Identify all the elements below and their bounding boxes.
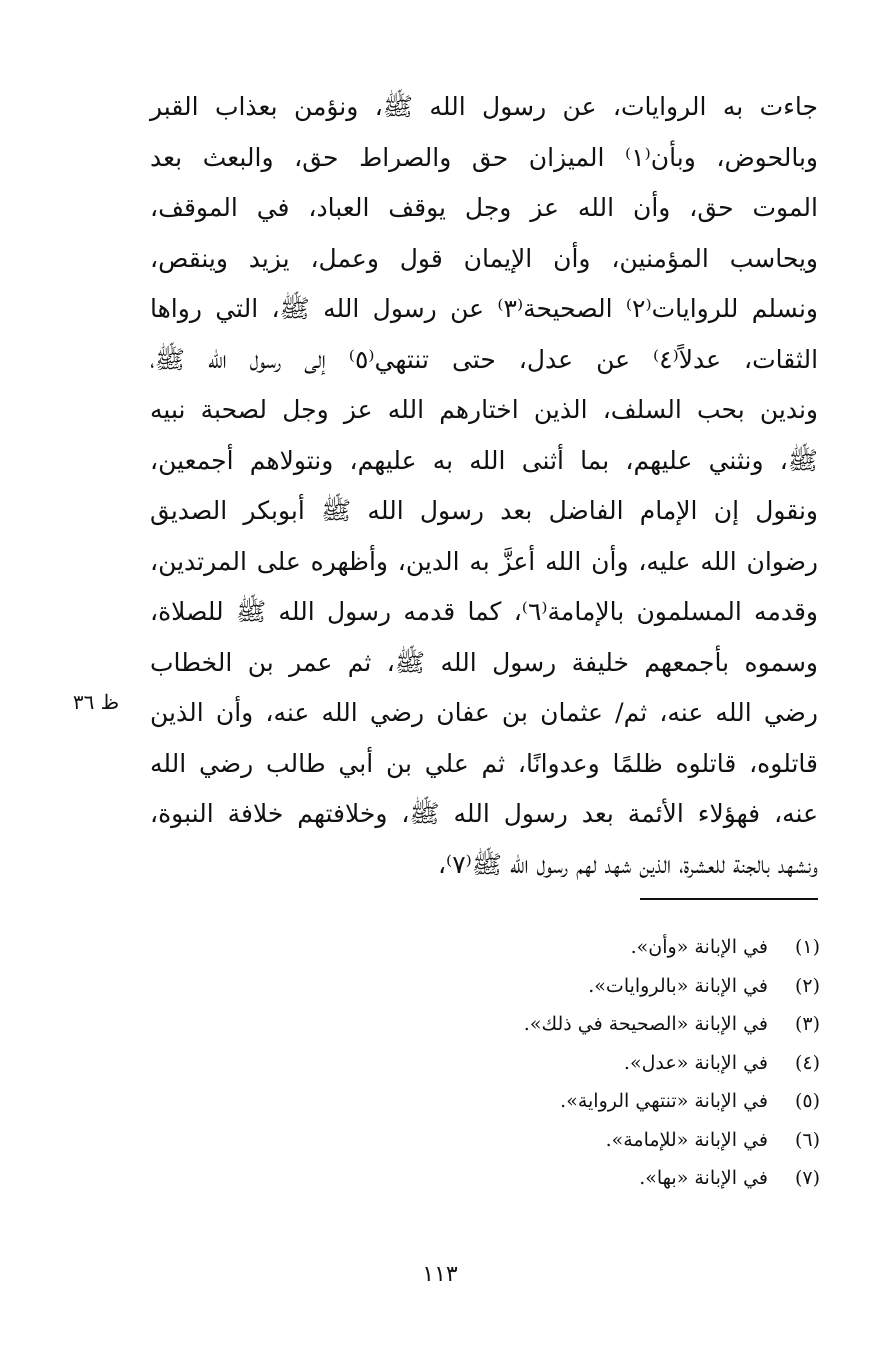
text-line: ونقول إن الإمام الفاضل بعد رسول الله ﷺ أبوبكر الصديق xyxy=(150,496,818,525)
text-line: الموت حق، وأن الله عز وجل يوقف العباد، في الموقف، xyxy=(150,193,818,222)
manuscript-folio-note: ظ ٣٦ xyxy=(72,690,120,714)
text-line: قاتلوه، قاتلوه ظلمًا وعدوانًا، ثم علي بن أبي طالب رضي الله xyxy=(150,748,818,778)
footnote-text: في الإبانة «تنتهي الرواية». xyxy=(560,1090,768,1112)
footnote-item xyxy=(400,1005,820,1044)
footnote-number: (٥) xyxy=(794,1090,820,1112)
footnote-text: في الإبانة «وأن». xyxy=(630,936,768,958)
footnote-text: في الإبانة «بها». xyxy=(639,1167,768,1189)
text-line: رضوان الله عليه، وأن الله أعزَّ به الدين، وأظهره على المرتدين، xyxy=(150,546,818,576)
text-line: ونشهد بالجنة للعشرة، الذين شهد لهم رسول الله ﷺ⁽٧⁾، xyxy=(437,849,818,879)
footnote-item xyxy=(400,1121,820,1160)
footnote-text: في الإبانة «الصحيحة في ذلك». xyxy=(523,1013,768,1035)
text-line: ويحاسب المؤمنين، وأن الإيمان قول وعمل، يزيد وينقص، xyxy=(150,243,818,273)
footnote-text: في الإبانة «للإمامة». xyxy=(605,1128,768,1151)
footnote-text: في الإبانة «عدل». xyxy=(623,1051,768,1074)
text-line: الثقات، عدلاً⁽٤⁾ عن عدل، حتى تنتهي⁽٥⁾ إلى رسول الله ﷺ، xyxy=(150,344,819,374)
footnote-number: (٤) xyxy=(794,1051,820,1074)
footnote-number: (٣) xyxy=(794,1013,820,1035)
footnote-item xyxy=(400,1082,820,1121)
page-number: ١١٣ xyxy=(422,1262,458,1287)
text-line: ﷺ، ونثني عليهم، بما أثنى الله به عليهم، ونتولاهم أجمعين، xyxy=(150,445,818,475)
footnote-number: (٢) xyxy=(794,974,820,997)
footnotes xyxy=(400,928,820,1198)
footnote-item xyxy=(400,967,820,1006)
footnote-number: (٧) xyxy=(794,1167,820,1189)
text-line: وبالحوض، وبأن⁽١⁾ الميزان حق والصراط حق، والبعث بعد xyxy=(150,142,818,172)
footnote-separator xyxy=(640,898,818,900)
footnote-item xyxy=(400,1044,820,1083)
text-line: رضي الله عنه، ثم/ عثمان بن عفان رضي الله عنه، وأن الذين xyxy=(150,698,818,727)
footnote-number: (٦) xyxy=(794,1128,820,1151)
text-line: ونسلم للروايات⁽٢⁾ الصحيحة⁽٣⁾ عن رسول الله ﷺ، التي رواها xyxy=(150,294,819,323)
text-line: وقدمه المسلمون بالإمامة⁽٦⁾، كما قدمه رسول الله ﷺ للصلاة، xyxy=(150,597,818,626)
text-line: جاءت به الروايات، عن رسول الله ﷺ، ونؤمن بعذاب القبر xyxy=(150,92,818,121)
text-line: عنه، فهؤلاء الأئمة بعد رسول الله ﷺ، وخلافتهم خلافة النبوة، xyxy=(150,799,818,828)
text-line: وندين بحب السلف، الذين اختارهم الله عز وجل لصحبة نبيه xyxy=(150,395,818,424)
footnote-number: (١) xyxy=(794,936,820,958)
main-text xyxy=(150,82,818,890)
footnote-item xyxy=(400,928,820,967)
footnote-text: في الإبانة «بالروايات». xyxy=(588,974,768,997)
text-line: وسموه بأجمعهم خليفة رسول الله ﷺ، ثم عمر بن الخطاب xyxy=(150,647,818,677)
footnote-item xyxy=(400,1159,820,1198)
